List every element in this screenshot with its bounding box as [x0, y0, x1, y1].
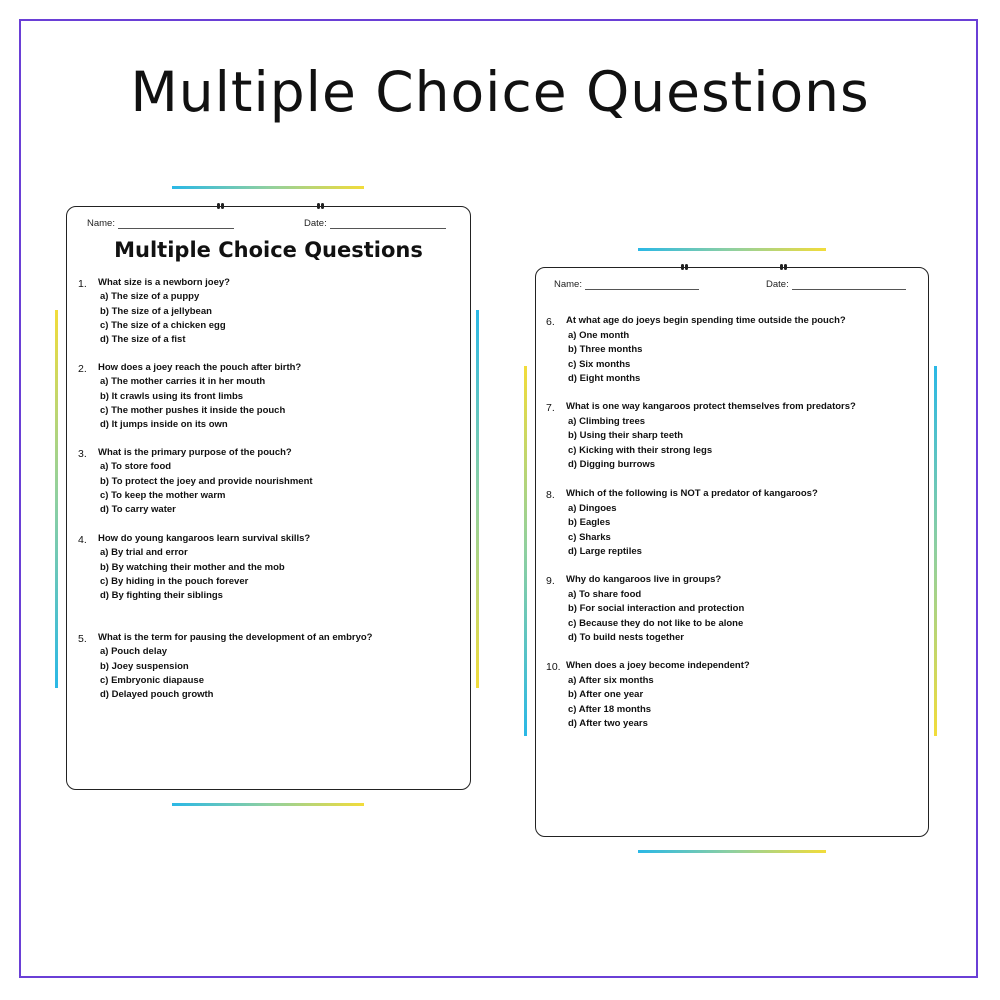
date-field[interactable]: [766, 279, 906, 290]
answer-option[interactable]: c) The size of a chicken egg: [100, 319, 226, 331]
question-number: 10.: [546, 661, 561, 673]
binder-clip: [780, 264, 788, 270]
answer-option[interactable]: c) Six months: [568, 358, 631, 370]
question-text: What is the primary purpose of the pouch?: [98, 447, 292, 458]
answer-option[interactable]: a) The mother carries it in her mouth: [100, 376, 266, 388]
question-text: What size is a newborn joey?: [98, 277, 230, 288]
answer-option[interactable]: a) Dingoes: [568, 502, 617, 514]
answer-option[interactable]: b) To protect the joey and provide nourishment: [100, 475, 313, 487]
question-number: 7.: [546, 402, 555, 414]
answer-option[interactable]: b) After one year: [568, 689, 644, 700]
decor-line-right-1: [476, 310, 479, 688]
answer-option[interactable]: b) By watching their mother and the mob: [100, 561, 285, 573]
answer-option[interactable]: c) Because they do not like to be alone: [568, 617, 744, 629]
answer-option[interactable]: b) The size of a jellybean: [100, 305, 212, 317]
decor-line-bottom-right: [638, 850, 826, 853]
decor-line-bottom-left: [172, 803, 364, 806]
decor-line-left-1: [55, 310, 58, 688]
answer-option[interactable]: a) To store food: [100, 461, 172, 473]
answer-option[interactable]: d) It jumps inside on its own: [100, 419, 228, 431]
worksheet-title: Multiple Choice Questions: [114, 238, 423, 262]
decor-line-top-right: [638, 248, 826, 251]
question-text: When does a joey become independent?: [566, 660, 750, 671]
date-field[interactable]: [304, 218, 446, 229]
question-text: What is one way kangaroos protect themselves from predators?: [566, 401, 856, 412]
answer-option[interactable]: a) Pouch delay: [100, 646, 168, 658]
name-field[interactable]: [87, 218, 234, 229]
answer-option[interactable]: b) For social interaction and protection: [568, 603, 745, 614]
question-block: [546, 660, 906, 740]
answer-option[interactable]: b) Eagles: [568, 517, 611, 528]
question-number: 6.: [546, 316, 555, 328]
question-text: How do young kangaroos learn survival skills?: [98, 533, 311, 544]
worksheet-page-1: [66, 206, 471, 790]
answer-option[interactable]: b) Using their sharp teeth: [568, 430, 684, 441]
date-label: Date:: [766, 279, 789, 290]
answer-option[interactable]: b) It crawls using its front limbs: [100, 390, 244, 402]
answer-option[interactable]: a) By trial and error: [100, 547, 188, 559]
question-number: 5.: [78, 633, 87, 645]
answer-option[interactable]: c) Kicking with their strong legs: [568, 444, 713, 456]
question-block: [546, 574, 906, 654]
question-text: How does a joey reach the pouch after birth?: [98, 362, 302, 373]
question-block: [78, 362, 438, 442]
answer-option[interactable]: d) The size of a fist: [100, 334, 186, 346]
question-text: Why do kangaroos live in groups?: [566, 574, 722, 585]
answer-option[interactable]: d) By fighting their siblings: [100, 590, 223, 602]
answer-option[interactable]: d) Large reptiles: [568, 546, 642, 557]
answer-option[interactable]: a) Climbing trees: [568, 415, 646, 427]
answer-option[interactable]: d) To build nests together: [568, 632, 684, 643]
answer-option[interactable]: d) Eight months: [568, 373, 641, 384]
answer-option[interactable]: a) After six months: [568, 674, 654, 686]
question-number: 4.: [78, 534, 87, 546]
answer-option[interactable]: c) The mother pushes it inside the pouch: [100, 404, 286, 416]
question-number: 2.: [78, 363, 87, 375]
answer-option[interactable]: d) Digging burrows: [568, 459, 656, 470]
answer-option[interactable]: a) To share food: [568, 588, 642, 600]
question-number: 8.: [546, 489, 555, 501]
decor-line-top-left: [172, 186, 364, 189]
answer-option[interactable]: c) By hiding in the pouch forever: [100, 575, 249, 587]
answer-option[interactable]: a) One month: [568, 329, 630, 341]
question-number: 1.: [78, 278, 87, 290]
name-label: Name:: [554, 279, 582, 290]
question-block: [78, 447, 438, 527]
answer-option[interactable]: c) Embryonic diapause: [100, 674, 205, 686]
answer-option[interactable]: a) The size of a puppy: [100, 291, 200, 303]
answer-option[interactable]: d) To carry water: [100, 504, 176, 516]
answer-option[interactable]: d) Delayed pouch growth: [100, 689, 214, 701]
question-block: [546, 401, 906, 481]
question-block: [546, 315, 906, 395]
question-block: [78, 277, 438, 357]
name-label: Name:: [87, 218, 115, 229]
question-block: [78, 533, 438, 613]
binder-clip: [681, 264, 689, 270]
name-field[interactable]: [554, 279, 699, 290]
question-number: 3.: [78, 448, 87, 460]
decor-line-left-2: [524, 366, 527, 736]
question-block: [78, 632, 438, 712]
binder-clip: [217, 203, 225, 209]
answer-option[interactable]: d) After two years: [568, 718, 648, 729]
question-text: What is the term for pausing the development of an embryo?: [98, 632, 373, 643]
question-block: [546, 488, 906, 568]
answer-option[interactable]: c) Sharks: [568, 531, 611, 543]
answer-option[interactable]: c) To keep the mother warm: [100, 489, 226, 501]
worksheet-page-2: [535, 267, 929, 837]
question-text: At what age do joeys begin spending time outside the pouch?: [566, 315, 846, 326]
date-label: Date:: [304, 218, 327, 229]
binder-clip: [317, 203, 325, 209]
question-number: 9.: [546, 575, 555, 587]
answer-option[interactable]: b) Joey suspension: [100, 660, 189, 672]
answer-option[interactable]: c) After 18 months: [568, 703, 652, 715]
page-title: Multiple Choice Questions: [130, 60, 870, 124]
answer-option[interactable]: b) Three months: [568, 344, 643, 355]
question-text: Which of the following is NOT a predator of kangaroos?: [566, 488, 818, 499]
decor-line-right-2: [934, 366, 937, 736]
